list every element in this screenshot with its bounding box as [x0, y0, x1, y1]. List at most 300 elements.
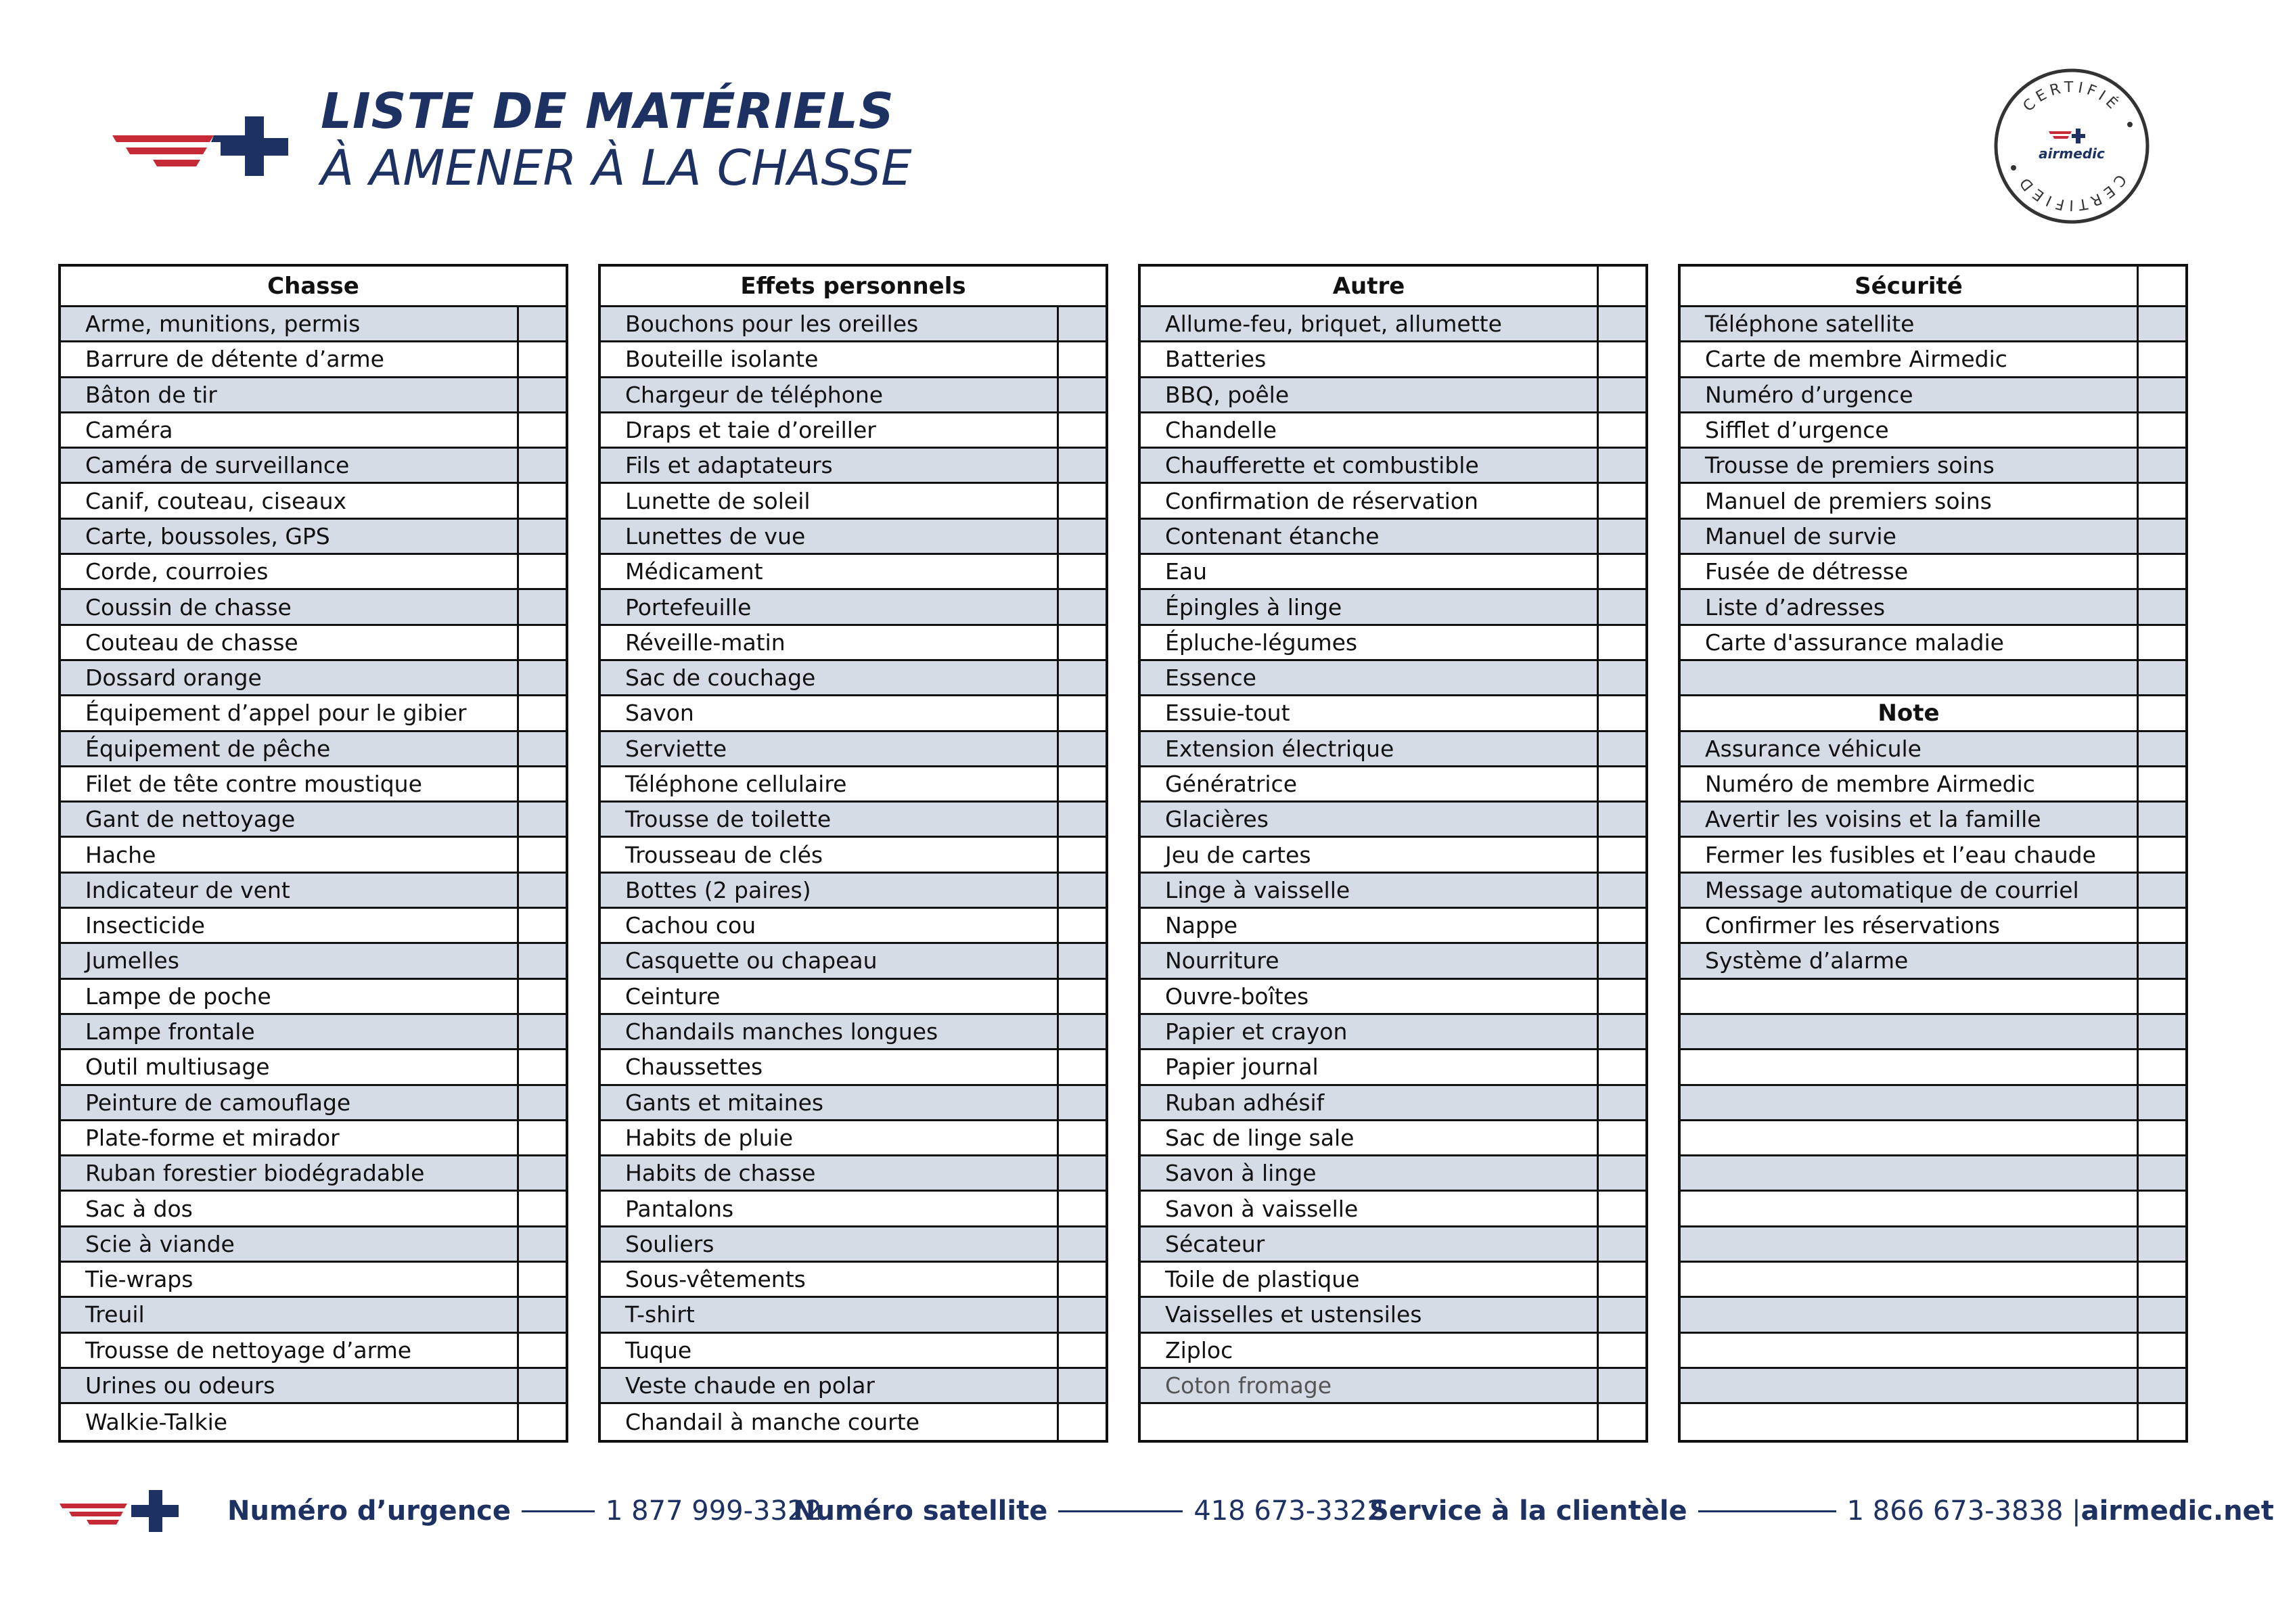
checklist-row — [601, 342, 1106, 378]
footer-emergency-number[interactable]: 1 877 999-3322 — [606, 1495, 822, 1527]
checkbox-cell[interactable] — [1597, 342, 1645, 376]
checklist-row — [1681, 413, 2185, 449]
item-label: Sous-vêtements — [625, 1266, 806, 1293]
checkbox-cell[interactable] — [1057, 1050, 1106, 1083]
checklist-row — [601, 909, 1106, 944]
item-label: Sac de couchage — [601, 661, 1057, 694]
checkbox-cell[interactable] — [2137, 909, 2185, 942]
checklist-row — [61, 342, 566, 378]
checkbox-cell[interactable] — [517, 1015, 566, 1048]
checkbox-cell[interactable] — [517, 413, 566, 447]
item-label: Équipement d’appel pour le gibier — [85, 700, 467, 727]
checkbox-cell[interactable] — [2137, 1015, 2185, 1048]
checkbox-cell[interactable] — [1057, 626, 1106, 659]
footer-emergency-label: Numéro d’urgence — [227, 1495, 511, 1527]
item-label: Téléphone cellulaire — [625, 771, 847, 797]
checklist-row — [601, 732, 1106, 767]
checklist-row — [61, 696, 566, 731]
checkbox-cell[interactable] — [2137, 520, 2185, 553]
checkbox-cell[interactable] — [1057, 342, 1106, 376]
checklist-row — [1681, 1015, 2185, 1050]
checklist-row — [1681, 803, 2185, 838]
footer-satellite-label: Numéro satellite — [793, 1495, 1048, 1527]
checkbox-cell[interactable] — [517, 1369, 566, 1402]
checkbox-cell[interactable] — [517, 1263, 566, 1296]
checkbox-cell[interactable] — [1057, 909, 1106, 942]
checkbox-cell[interactable] — [517, 555, 566, 588]
note-heading: Note — [1878, 699, 1940, 727]
checkbox-cell[interactable] — [2137, 661, 2185, 694]
checklist-row — [1681, 520, 2185, 555]
checklist-row — [1141, 1121, 1645, 1156]
checkbox-cell[interactable] — [1057, 732, 1106, 765]
checkbox-cell[interactable] — [1597, 1086, 1645, 1119]
item-label: Walkie-Talkie — [85, 1408, 228, 1435]
item-label: Jumelles — [61, 944, 517, 977]
item-label: Chaussettes — [625, 1054, 763, 1081]
item-label: Canif, couteau, ciseaux — [85, 487, 347, 514]
checkbox-cell[interactable] — [517, 307, 566, 340]
checkbox-cell[interactable] — [2137, 803, 2185, 836]
checkbox-cell[interactable] — [2137, 767, 2185, 800]
checkbox-cell[interactable] — [1057, 661, 1106, 694]
item-label: Numéro d’urgence — [1681, 378, 2137, 411]
item-label — [1681, 1050, 2137, 1083]
checkbox-cell[interactable] — [2137, 1050, 2185, 1083]
checklist-row — [61, 944, 566, 979]
checkbox-cell[interactable] — [1057, 696, 1106, 729]
checkbox-cell[interactable] — [2137, 1263, 2185, 1296]
checklist-row — [61, 980, 566, 1015]
checkbox-cell[interactable] — [2137, 590, 2185, 623]
item-label — [1681, 980, 2137, 1013]
checklist-row — [61, 1086, 566, 1121]
item-label: Message automatique de courriel — [1681, 874, 2137, 907]
item-label — [1681, 1298, 2137, 1331]
item-label: Lampe de poche — [85, 983, 271, 1010]
checkbox-cell[interactable] — [2137, 696, 2185, 729]
footer-website-link[interactable]: airmedic.net — [2080, 1495, 2274, 1527]
checklist-row — [601, 838, 1106, 873]
checkbox-cell[interactable] — [1597, 449, 1645, 482]
item-label: BBQ, poêle — [1141, 378, 1597, 411]
item-label: Gants et mitaines — [601, 1086, 1057, 1119]
seal-brand: airmedic — [2039, 145, 2105, 162]
item-label: Lunette de soleil — [625, 487, 811, 514]
checklist-row — [601, 1121, 1106, 1156]
checklist-row — [601, 1369, 1106, 1404]
checkbox-cell[interactable] — [1597, 307, 1645, 340]
checklist-row — [1141, 449, 1645, 484]
header-check-cell — [1597, 267, 1645, 305]
item-label: Chandelle — [1165, 417, 1277, 444]
checkbox-cell[interactable] — [1057, 1192, 1106, 1225]
item-label: Habits de chasse — [601, 1156, 1057, 1190]
checkbox-cell[interactable] — [1057, 520, 1106, 553]
checkbox-cell[interactable] — [1597, 1015, 1645, 1048]
checklist-row — [1681, 1404, 2185, 1439]
checkbox-cell[interactable] — [1057, 484, 1106, 517]
checkbox-cell[interactable] — [1597, 590, 1645, 623]
item-label: Papier journal — [1165, 1054, 1319, 1081]
checkbox-cell[interactable] — [517, 874, 566, 907]
item-label: Arme, munitions, permis — [61, 307, 517, 340]
checkbox-cell[interactable] — [2137, 1298, 2185, 1331]
checklist-row — [1681, 1156, 2185, 1192]
checkbox-cell[interactable] — [2137, 1334, 2185, 1367]
checklist-row — [601, 1015, 1106, 1050]
checkbox-cell[interactable] — [1597, 696, 1645, 729]
checkbox-cell[interactable] — [517, 980, 566, 1013]
checklist-row — [601, 378, 1106, 413]
checkbox-cell[interactable] — [1057, 838, 1106, 871]
item-label: Bottes (2 paires) — [601, 874, 1057, 907]
checkbox-cell[interactable] — [1057, 944, 1106, 977]
checkbox-cell[interactable] — [2137, 980, 2185, 1013]
checkbox-cell[interactable] — [517, 1192, 566, 1225]
checkbox-cell[interactable] — [517, 342, 566, 376]
checkbox-cell[interactable] — [517, 803, 566, 836]
checklist-row — [61, 1192, 566, 1227]
checklist-row — [1681, 449, 2185, 484]
checklist-row — [601, 1050, 1106, 1085]
footer-emergency — [227, 1487, 822, 1535]
checklist-row — [601, 944, 1106, 979]
checkbox-cell[interactable] — [517, 1156, 566, 1190]
checkbox-cell[interactable] — [517, 696, 566, 729]
item-label: Tuque — [625, 1336, 692, 1363]
checkbox-cell[interactable] — [517, 1227, 566, 1261]
checkbox-cell[interactable] — [2137, 1404, 2185, 1439]
checkbox-cell[interactable] — [1597, 1227, 1645, 1261]
checklist-row — [1681, 484, 2185, 519]
item-label: Filet de tête contre moustique — [85, 771, 422, 797]
checkbox-cell[interactable] — [1597, 1298, 1645, 1331]
checkbox-cell[interactable] — [2137, 838, 2185, 871]
checklist-row — [601, 874, 1106, 909]
item-label: Sécateur — [1141, 1227, 1597, 1261]
checkbox-cell[interactable] — [2137, 378, 2185, 411]
checkbox-cell[interactable] — [1057, 1263, 1106, 1296]
item-label: Trousse de nettoyage d’arme — [85, 1336, 412, 1363]
checkbox-cell[interactable] — [1057, 1156, 1106, 1190]
checklist-row — [61, 874, 566, 909]
checkbox-cell[interactable] — [1597, 1404, 1645, 1439]
item-label: Ruban adhésif — [1141, 1086, 1597, 1119]
checkbox-cell[interactable] — [1057, 1369, 1106, 1402]
column-title: Autre — [1332, 272, 1405, 300]
checkbox-cell[interactable] — [517, 767, 566, 800]
checklist-row — [1141, 732, 1645, 767]
checkbox-cell[interactable] — [1597, 732, 1645, 765]
checkbox-cell[interactable] — [1057, 803, 1106, 836]
column-title: Sécurité — [1855, 272, 1963, 300]
checklist-row — [601, 1192, 1106, 1227]
checkbox-cell[interactable] — [517, 909, 566, 942]
svg-text:CERTIFIÉ — [2020, 79, 2124, 115]
checklist-row — [601, 307, 1106, 342]
checkbox-cell[interactable] — [2137, 944, 2185, 977]
item-label: Corde, courroies — [85, 558, 269, 585]
checkbox-cell[interactable] — [1597, 1156, 1645, 1190]
item-label: Cachou cou — [625, 912, 756, 939]
checkbox-cell[interactable] — [1597, 484, 1645, 517]
checkbox-cell[interactable] — [1597, 1050, 1645, 1083]
checklist-row — [61, 803, 566, 838]
checklist-row — [61, 449, 566, 484]
checkbox-cell[interactable] — [1057, 1298, 1106, 1331]
checkbox-cell[interactable] — [1597, 1263, 1645, 1296]
checkbox-cell[interactable] — [1597, 909, 1645, 942]
item-label — [1681, 1227, 2137, 1261]
checkbox-cell[interactable] — [2137, 1192, 2185, 1225]
item-label: Trousseau de clés — [625, 841, 823, 868]
item-label: Chargeur de téléphone — [601, 378, 1057, 411]
checkbox-cell[interactable] — [2137, 1121, 2185, 1154]
item-label: Coussin de chasse — [61, 590, 517, 623]
checkbox-cell[interactable] — [1597, 413, 1645, 447]
checkbox-cell[interactable] — [1057, 874, 1106, 907]
checkbox-cell[interactable] — [1597, 803, 1645, 836]
checklist-row — [1681, 1334, 2185, 1369]
checklist-row — [601, 590, 1106, 625]
checkbox-cell[interactable] — [517, 520, 566, 553]
checkbox-cell[interactable] — [517, 838, 566, 871]
item-label: Pantalons — [625, 1195, 734, 1222]
checkbox-cell[interactable] — [1057, 1334, 1106, 1367]
item-label: Ziploc — [1165, 1336, 1233, 1363]
checkbox-cell[interactable] — [1057, 413, 1106, 447]
checkbox-cell[interactable] — [1597, 874, 1645, 907]
checklist-row — [1141, 555, 1645, 590]
item-label: Nappe — [1165, 912, 1238, 939]
checklist-row — [61, 767, 566, 803]
checklist-row — [601, 413, 1106, 449]
item-label: Toile de plastique — [1165, 1266, 1360, 1293]
item-label — [1681, 1404, 2137, 1439]
item-label: Carte d'assurance maladie — [1705, 629, 2004, 656]
item-label: Manuel de survie — [1681, 520, 2137, 553]
item-label: Trousse de premiers soins — [1681, 449, 2137, 482]
checkbox-cell[interactable] — [2137, 1156, 2185, 1190]
checkbox-cell[interactable] — [517, 1050, 566, 1083]
checklist-row — [61, 1227, 566, 1263]
item-label: Tie-wraps — [85, 1266, 194, 1293]
checkbox-cell[interactable] — [1597, 520, 1645, 553]
checkbox-cell[interactable] — [517, 590, 566, 623]
checklist-row — [61, 909, 566, 944]
item-label: Ouvre-boîtes — [1165, 983, 1309, 1010]
checkbox-cell[interactable] — [2137, 1086, 2185, 1119]
item-label: Épluche-légumes — [1165, 629, 1358, 656]
checkbox-cell[interactable] — [1597, 767, 1645, 800]
header-check-cell — [2137, 267, 2185, 305]
item-label: Génératrice — [1165, 771, 1298, 797]
checkbox-cell[interactable] — [517, 1298, 566, 1331]
footer-divider — [1698, 1510, 1836, 1512]
checklist-row — [1681, 1192, 2185, 1227]
footer — [0, 1487, 2274, 1535]
checklist-row — [1141, 874, 1645, 909]
item-label: Manuel de premiers soins — [1705, 487, 1992, 514]
checklist-row — [1141, 1404, 1645, 1439]
checkbox-cell[interactable] — [1597, 980, 1645, 1013]
checklist-row — [1141, 590, 1645, 625]
checkbox-cell[interactable] — [2137, 307, 2185, 340]
item-label — [1681, 1086, 2137, 1119]
item-label: Épingles à linge — [1141, 590, 1597, 623]
checkbox-cell[interactable] — [1057, 1015, 1106, 1048]
checkbox-cell[interactable] — [2137, 732, 2185, 765]
checkbox-cell[interactable] — [2137, 484, 2185, 517]
checklist-row — [61, 1404, 566, 1439]
checklist-row — [601, 803, 1106, 838]
checkbox-cell[interactable] — [1057, 449, 1106, 482]
checkbox-cell[interactable] — [1057, 378, 1106, 411]
checkbox-cell[interactable] — [517, 1334, 566, 1367]
checklist-row — [61, 307, 566, 342]
checklist-row — [601, 1227, 1106, 1263]
checklist-row — [601, 661, 1106, 696]
checkbox-cell[interactable] — [1597, 838, 1645, 871]
item-label: Savon — [625, 700, 694, 727]
checklist-row — [1141, 378, 1645, 413]
checkbox-cell[interactable] — [517, 661, 566, 694]
checkbox-cell[interactable] — [517, 378, 566, 411]
checkbox-cell[interactable] — [1057, 1086, 1106, 1119]
item-label: Ruban forestier biodégradable — [61, 1156, 517, 1190]
checklist-row — [1681, 874, 2185, 909]
checklist-row — [61, 1156, 566, 1192]
checklist-row — [1141, 803, 1645, 838]
item-label: Bâton de tir — [61, 378, 517, 411]
checklist-row — [1141, 1086, 1645, 1121]
checkbox-cell[interactable] — [2137, 342, 2185, 376]
checkbox-cell[interactable] — [1597, 555, 1645, 588]
item-label: Assurance véhicule — [1681, 732, 2137, 765]
checklist-row — [1681, 1121, 2185, 1156]
checkbox-cell[interactable] — [1597, 661, 1645, 694]
checklist-row — [61, 590, 566, 625]
checklist-column — [598, 264, 1108, 1443]
checklist-row — [1681, 980, 2185, 1015]
item-label — [1681, 661, 2137, 694]
checklist-row — [1681, 1298, 2185, 1333]
item-label: Scie à viande — [61, 1227, 517, 1261]
checklist-row — [1681, 307, 2185, 342]
item-label: Treuil — [61, 1298, 517, 1331]
item-label: Système d’alarme — [1681, 944, 2137, 977]
checkbox-cell[interactable] — [1057, 980, 1106, 1013]
checklist-row — [1141, 1334, 1645, 1369]
item-label: Sac à dos — [85, 1195, 193, 1222]
checkbox-cell[interactable] — [517, 732, 566, 765]
checklist-row — [1681, 378, 2185, 413]
checklist-column — [1678, 264, 2188, 1443]
checkbox-cell[interactable] — [1597, 944, 1645, 977]
checkbox-cell[interactable] — [2137, 449, 2185, 482]
checkbox-cell[interactable] — [1597, 626, 1645, 659]
checkbox-cell[interactable] — [517, 1121, 566, 1154]
item-label: Gant de nettoyage — [61, 803, 517, 836]
item-label: Contenant étanche — [1141, 520, 1597, 553]
item-label: Chandails manches longues — [601, 1015, 1057, 1048]
checklist-row — [1681, 1050, 2185, 1085]
item-label: Dossard orange — [61, 661, 517, 694]
checklist-row — [61, 1298, 566, 1333]
checkbox-cell[interactable] — [2137, 555, 2185, 588]
checklist-row — [1141, 909, 1645, 944]
item-label: Plate-forme et mirador — [85, 1124, 340, 1151]
checkbox-cell[interactable] — [517, 626, 566, 659]
checkbox-cell[interactable] — [517, 1086, 566, 1119]
checkbox-cell[interactable] — [517, 944, 566, 977]
checkbox-cell[interactable] — [1057, 1227, 1106, 1261]
checkbox-cell[interactable] — [1057, 1121, 1106, 1154]
item-label: Carte de membre Airmedic — [1705, 346, 2007, 373]
checklist-row — [1681, 1369, 2185, 1404]
checkbox-cell[interactable] — [1057, 307, 1106, 340]
item-label: Couteau de chasse — [85, 629, 298, 656]
item-label: Linge à vaisselle — [1141, 874, 1597, 907]
checkbox-cell[interactable] — [1057, 767, 1106, 800]
checklist-row — [601, 449, 1106, 484]
checkbox-cell[interactable] — [517, 1404, 566, 1439]
title-line-1: LISTE DE MATÉRIELS — [321, 83, 894, 139]
footer-service-number[interactable]: 1 866 673-3838 | — [1846, 1495, 2081, 1527]
checklist-row — [1141, 1227, 1645, 1263]
item-label: Extension électrique — [1141, 732, 1597, 765]
checkbox-cell[interactable] — [2137, 1369, 2185, 1402]
checklist-column — [1138, 264, 1648, 1443]
checklist-row — [1141, 520, 1645, 555]
item-label: Lampe frontale — [61, 1015, 517, 1048]
item-label: Savon à vaisselle — [1165, 1195, 1359, 1222]
checklist-row — [1141, 767, 1645, 803]
checkbox-cell[interactable] — [517, 484, 566, 517]
checkbox-cell[interactable] — [2137, 874, 2185, 907]
checklist-row — [1141, 1298, 1645, 1333]
item-label: Fermer les fusibles et l’eau chaude — [1705, 841, 2096, 868]
checklist-row — [1141, 1156, 1645, 1192]
footer-service-label: Service à la clientèle — [1369, 1495, 1687, 1527]
checklist-row — [61, 1369, 566, 1404]
checkbox-cell[interactable] — [517, 449, 566, 482]
checkbox-cell[interactable] — [1597, 1369, 1645, 1402]
checkbox-cell[interactable] — [1057, 590, 1106, 623]
checkbox-cell[interactable] — [1597, 378, 1645, 411]
checkbox-cell[interactable] — [2137, 413, 2185, 447]
checkbox-cell[interactable] — [2137, 1227, 2185, 1261]
checkbox-cell[interactable] — [1597, 1334, 1645, 1367]
item-label: Ceinture — [625, 983, 721, 1010]
footer-satellite-number[interactable]: 418 673-3322 — [1193, 1495, 1384, 1527]
checkbox-cell[interactable] — [2137, 626, 2185, 659]
checklist-row — [1141, 1015, 1645, 1050]
item-label: Chaufferette et combustible — [1141, 449, 1597, 482]
checkbox-cell[interactable] — [1057, 555, 1106, 588]
checkbox-cell[interactable] — [1597, 1192, 1645, 1225]
airmedic-footer-logo-icon — [60, 1490, 185, 1532]
item-label: Savon à linge — [1141, 1156, 1597, 1190]
checklist-row — [1681, 1263, 2185, 1298]
checkbox-cell[interactable] — [1597, 1121, 1645, 1154]
item-label: Serviette — [601, 732, 1057, 765]
certified-seal — [1992, 66, 2152, 226]
checklist-row — [601, 520, 1106, 555]
checkbox-cell[interactable] — [1057, 1404, 1106, 1439]
item-label: Caméra de surveillance — [61, 449, 517, 482]
